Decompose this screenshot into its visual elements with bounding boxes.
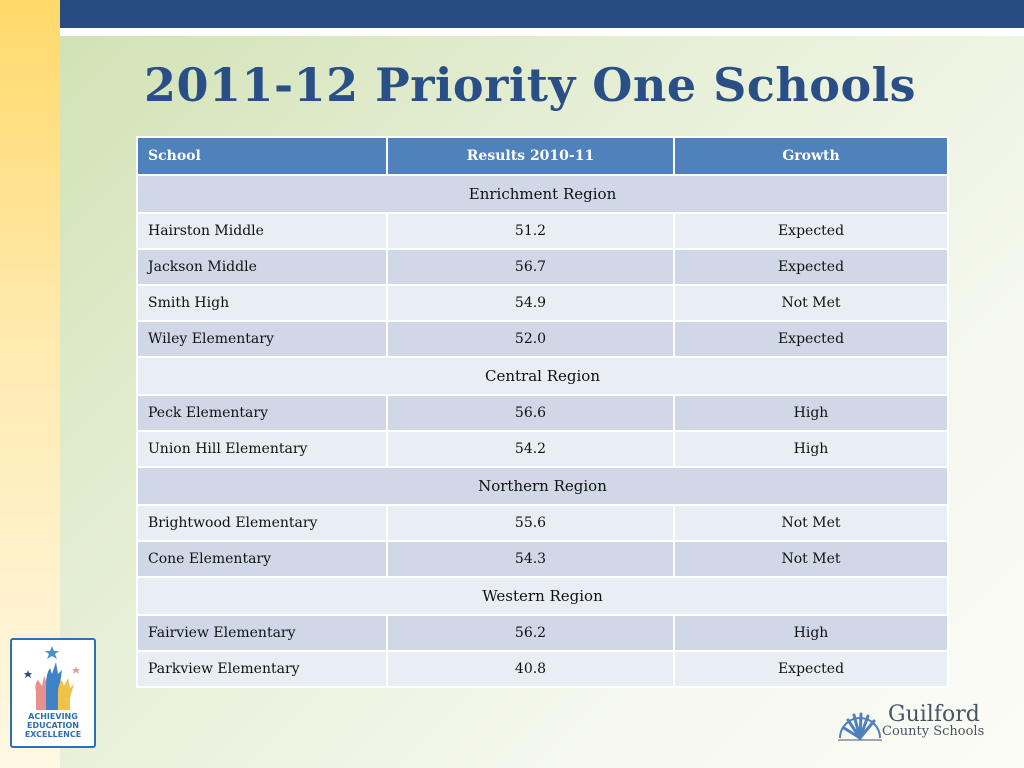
result-value: 51.2	[387, 213, 674, 249]
growth-value: Expected	[674, 249, 948, 285]
region-label: Enrichment Region	[137, 175, 948, 213]
region-row	[137, 357, 948, 395]
table-row	[137, 213, 948, 249]
logo-text-line1: ACHIEVING	[28, 712, 78, 721]
school-name: Brightwood Elementary	[137, 505, 387, 541]
growth-value: Not Met	[674, 285, 948, 321]
region-label: Western Region	[137, 577, 948, 615]
region-label: Central Region	[137, 357, 948, 395]
slide-title: 2011-12 Priority One Schools	[143, 58, 917, 112]
growth-value: Expected	[674, 213, 948, 249]
result-value: 52.0	[387, 321, 674, 357]
table-row	[137, 249, 948, 285]
school-name: Peck Elementary	[137, 395, 387, 431]
school-name: Hairston Middle	[137, 213, 387, 249]
table-row	[137, 615, 948, 651]
achieving-education-excellence-logo	[10, 638, 96, 748]
growth-value: High	[674, 615, 948, 651]
header-school: School	[137, 137, 387, 175]
school-name: Smith High	[137, 285, 387, 321]
logo-name-line1: Guilford	[888, 702, 980, 727]
growth-value: Expected	[674, 321, 948, 357]
region-row	[137, 577, 948, 615]
growth-value: High	[674, 395, 948, 431]
guilford-county-schools-logo	[836, 702, 996, 746]
top-banner-bar	[60, 0, 1024, 28]
top-banner-divider	[60, 28, 1024, 36]
school-name: Fairview Elementary	[137, 615, 387, 651]
logo-name-line2: County Schools	[882, 724, 985, 739]
header-results: Results 2010-11	[387, 137, 674, 175]
school-name: Union Hill Elementary	[137, 431, 387, 467]
result-value: 54.3	[387, 541, 674, 577]
growth-value: Expected	[674, 651, 948, 687]
logo-text-line2: EDUCATION	[27, 721, 79, 730]
sunburst-icon	[836, 704, 884, 744]
logo-text-line3: EXCELLENCE	[24, 730, 82, 739]
table-row	[137, 541, 948, 577]
table-row	[137, 395, 948, 431]
school-name: Parkview Elementary	[137, 651, 387, 687]
table-row	[137, 505, 948, 541]
region-row	[137, 175, 948, 213]
result-value: 56.7	[387, 249, 674, 285]
school-name: Cone Elementary	[137, 541, 387, 577]
result-value: 54.9	[387, 285, 674, 321]
table-row	[137, 651, 948, 687]
growth-value: Not Met	[674, 505, 948, 541]
region-row	[137, 467, 948, 505]
table-row	[137, 321, 948, 357]
raised-hands-icon	[12, 640, 94, 716]
table-row	[137, 285, 948, 321]
result-value: 55.6	[387, 505, 674, 541]
header-growth: Growth	[674, 137, 948, 175]
table-header-row	[137, 137, 948, 175]
growth-value: High	[674, 431, 948, 467]
result-value: 54.2	[387, 431, 674, 467]
growth-value: Not Met	[674, 541, 948, 577]
result-value: 56.6	[387, 395, 674, 431]
region-label: Northern Region	[137, 467, 948, 505]
priority-schools-table	[136, 136, 949, 688]
school-name: Wiley Elementary	[137, 321, 387, 357]
result-value: 56.2	[387, 615, 674, 651]
table-row	[137, 431, 948, 467]
result-value: 40.8	[387, 651, 674, 687]
school-name: Jackson Middle	[137, 249, 387, 285]
